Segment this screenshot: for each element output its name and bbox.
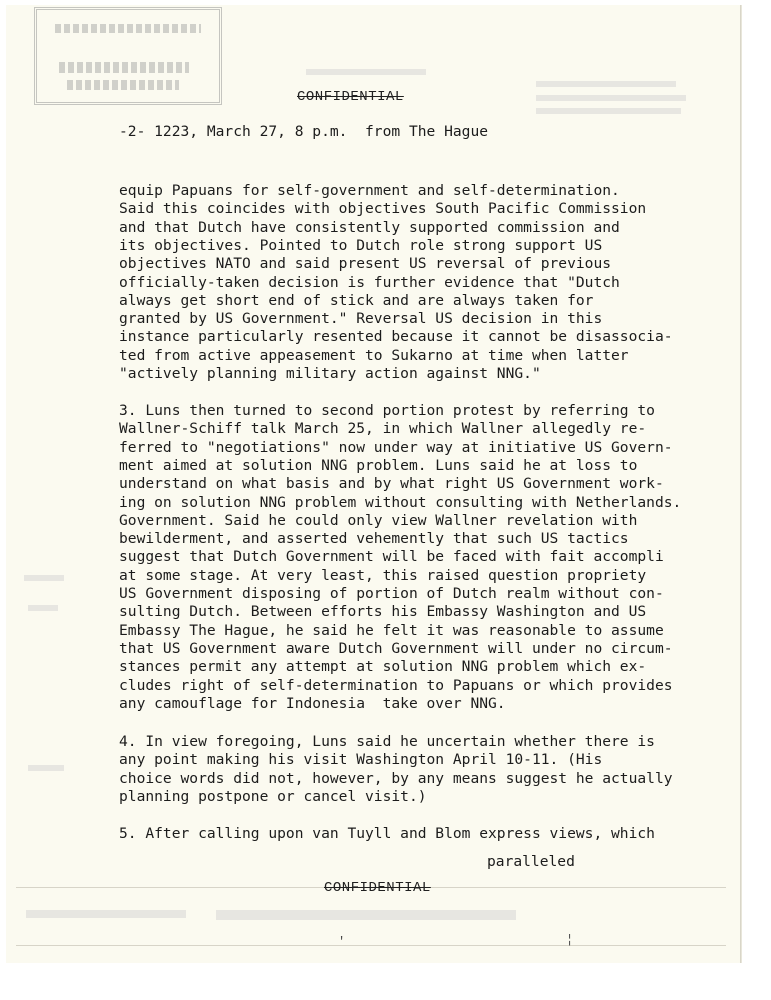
text-line: officially-taken decision is further evidence that "Dutch [119, 273, 620, 291]
show-through-mark [26, 910, 186, 918]
text-line: ted from active appeasement to Sukarno at time when latter [119, 346, 629, 364]
text-line: 4. In view foregoing, Luns said he uncertain whether there is [119, 733, 655, 750]
telegram-reference: -2- 1223, March 27, 8 p.m. from The Hague [119, 123, 489, 140]
classification-top: CONFIDENTIAL [297, 89, 404, 105]
text-line: its objectives. Pointed to Dutch role strong support US [119, 236, 603, 254]
text-line: Wallner-Schiff talk March 25, in which Wallner allegedly re- [119, 420, 647, 438]
text-line: understand on what basis and by what right US Government work- [119, 475, 664, 493]
text-line: any point making his visit Washington April 10-11. (His [119, 751, 603, 769]
text-line: granted by US Government." Reversal US decision in this [119, 310, 603, 328]
show-through-mark [306, 69, 426, 75]
declassified-stamp-icon [34, 7, 222, 105]
text-line: US Government disposing of portion of Dutch realm without con- [119, 585, 664, 602]
show-through-mark [536, 81, 676, 87]
text-line: at some stage. At very least, this raised question propriety [119, 566, 647, 584]
text-line: sulting Dutch. Between efforts his Embassy Washington and US [119, 603, 647, 621]
text-line: equip Papuans for self-government and self-determination. [119, 182, 620, 199]
show-through-mark [536, 108, 681, 114]
show-through-mark [28, 765, 64, 771]
text-line: ment aimed at solution NNG problem. Luns said he at loss to [119, 456, 638, 474]
text-line: and that Dutch have consistently supported commission and [119, 218, 620, 236]
text-line: 5. After calling upon van Tuyll and Blom express views, which [119, 825, 655, 842]
text-line: stances permit any attempt at solution NNG problem which ex- [119, 658, 647, 676]
text-line: "actively planning military action against NNG." [119, 365, 541, 382]
text-line: ing on solution NNG problem without consulting with Netherlands. [119, 493, 682, 511]
text-line: Said this coincides with objectives South Pacific Commission [119, 200, 647, 218]
text-line: objectives NATO and said present US reversal of previous [119, 255, 612, 273]
text-line: ferred to "negotiations" now under way at initiative US Govern- [119, 438, 673, 456]
punch-mark: ' [338, 935, 346, 949]
text-line: instance particularly resented because it cannot be disassocia- [119, 328, 673, 346]
show-through-mark [216, 910, 516, 920]
text-line: cludes right of self-determination to Papuans or which provides [119, 676, 673, 694]
text-line: bewilderment, and asserted vehemently that such US tactics [119, 530, 629, 548]
text-line: planning postpone or cancel visit.) [119, 787, 427, 805]
text-line: Government. Said he could only view Wallner revelation with [119, 511, 638, 529]
text-line: 3. Luns then turned to second portion protest by referring to [119, 402, 655, 419]
text-line: Embassy The Hague, he said he felt it was reasonable to assume [119, 621, 664, 639]
text-line: any camouflage for Indonesia take over NNG. [119, 694, 506, 712]
show-through-mark [28, 605, 58, 611]
text-line: choice words did not, however, by any means suggest he actually [119, 769, 673, 787]
show-through-mark [536, 95, 686, 101]
text-line: that US Government aware Dutch Government will under no circum- [119, 639, 673, 657]
show-through-rule [16, 945, 726, 946]
document-page [6, 5, 741, 963]
continuation-word: paralleled [487, 853, 575, 870]
show-through-mark [24, 575, 64, 581]
text-line: suggest that Dutch Government will be faced with fait accompli [119, 548, 664, 566]
classification-bottom: CONFIDENTIAL [324, 880, 431, 896]
punch-mark: ¦ [566, 933, 574, 947]
text-line: always get short end of stick and are always taken for [119, 291, 594, 309]
